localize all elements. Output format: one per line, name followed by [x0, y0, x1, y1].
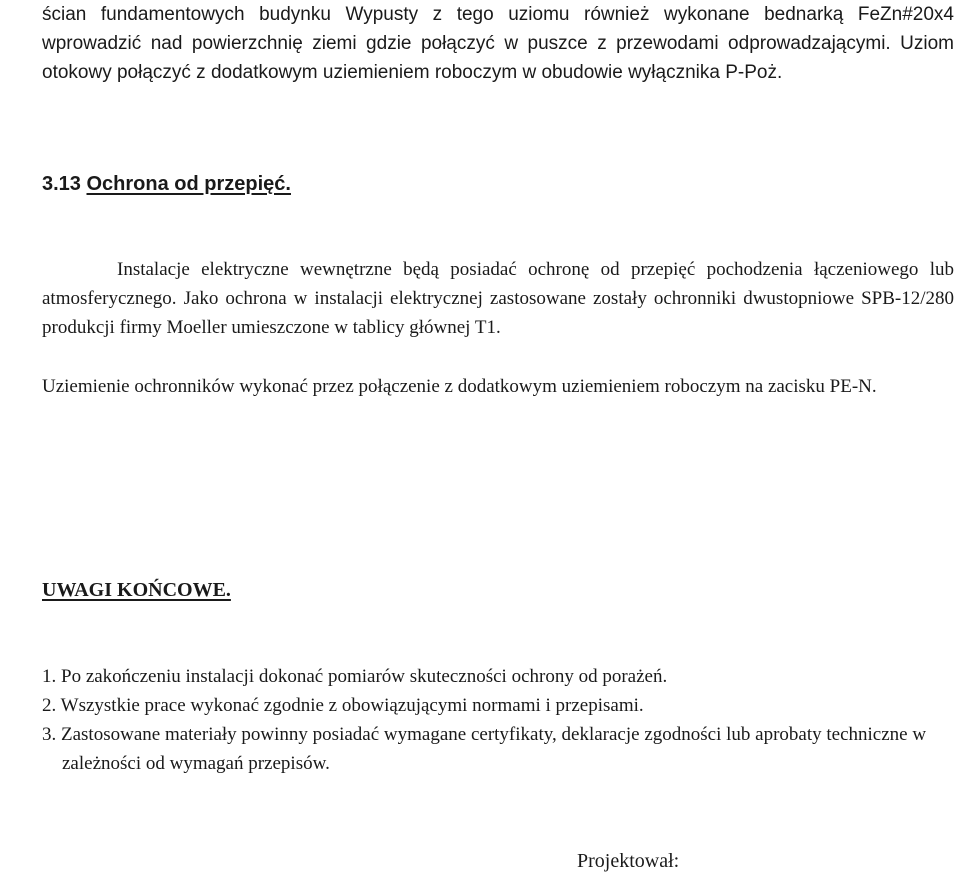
section-title: Ochrona od przepięć. — [86, 173, 291, 195]
section-heading — [42, 170, 291, 198]
intro-paragraph: ścian fundamentowych budynku Wypusty z tego uziomu również wykonane bednarką FeZn#20x4 wprowadzić nad powierzchnię ziemi gdzie połączyć w puszce z przewodami odprowadzającymi. Uziom otokowy połączyć z dodatkowym uziemieniem roboczym w obudowie wyłącznika P-Poż. — [42, 4, 954, 83]
final-remarks-list — [42, 662, 954, 778]
list-item: 2. Wszystkie prace wykonać zgodnie z obowiązującymi normami i przepisami. — [42, 695, 644, 716]
grounding-paragraph: Uziemienie ochronników wykonać przez połączenie z dodatkowym uziemieniem roboczym na zacisku PE-N. — [42, 376, 877, 397]
signature-label: Projektował: — [577, 850, 680, 872]
list-item: 3. Zastosowane materiały powinny posiadać wymagane certyfikaty, deklaracje zgodności lub aprobaty techniczne w zależności od wymagań przepisów. — [42, 724, 927, 774]
final-remarks-heading: UWAGI KOŃCOWE. — [42, 579, 231, 601]
surge-protection-paragraph: Instalacje elektryczne wewnętrzne będą posiadać ochronę od przepięć pochodzenia łączeniowego lub atmosferycznego. Jako ochrona w instalacji elektrycznej zastosowane zostały ochronniki dwustopniowe SPB-12/280 produkcji firmy Moeller umieszczone w tablicy głównej T1. — [42, 259, 954, 338]
section-number: 3.13 — [42, 173, 81, 195]
list-item: 1. Po zakończeniu instalacji dokonać pomiarów skuteczności ochrony od porażeń. — [42, 666, 668, 687]
